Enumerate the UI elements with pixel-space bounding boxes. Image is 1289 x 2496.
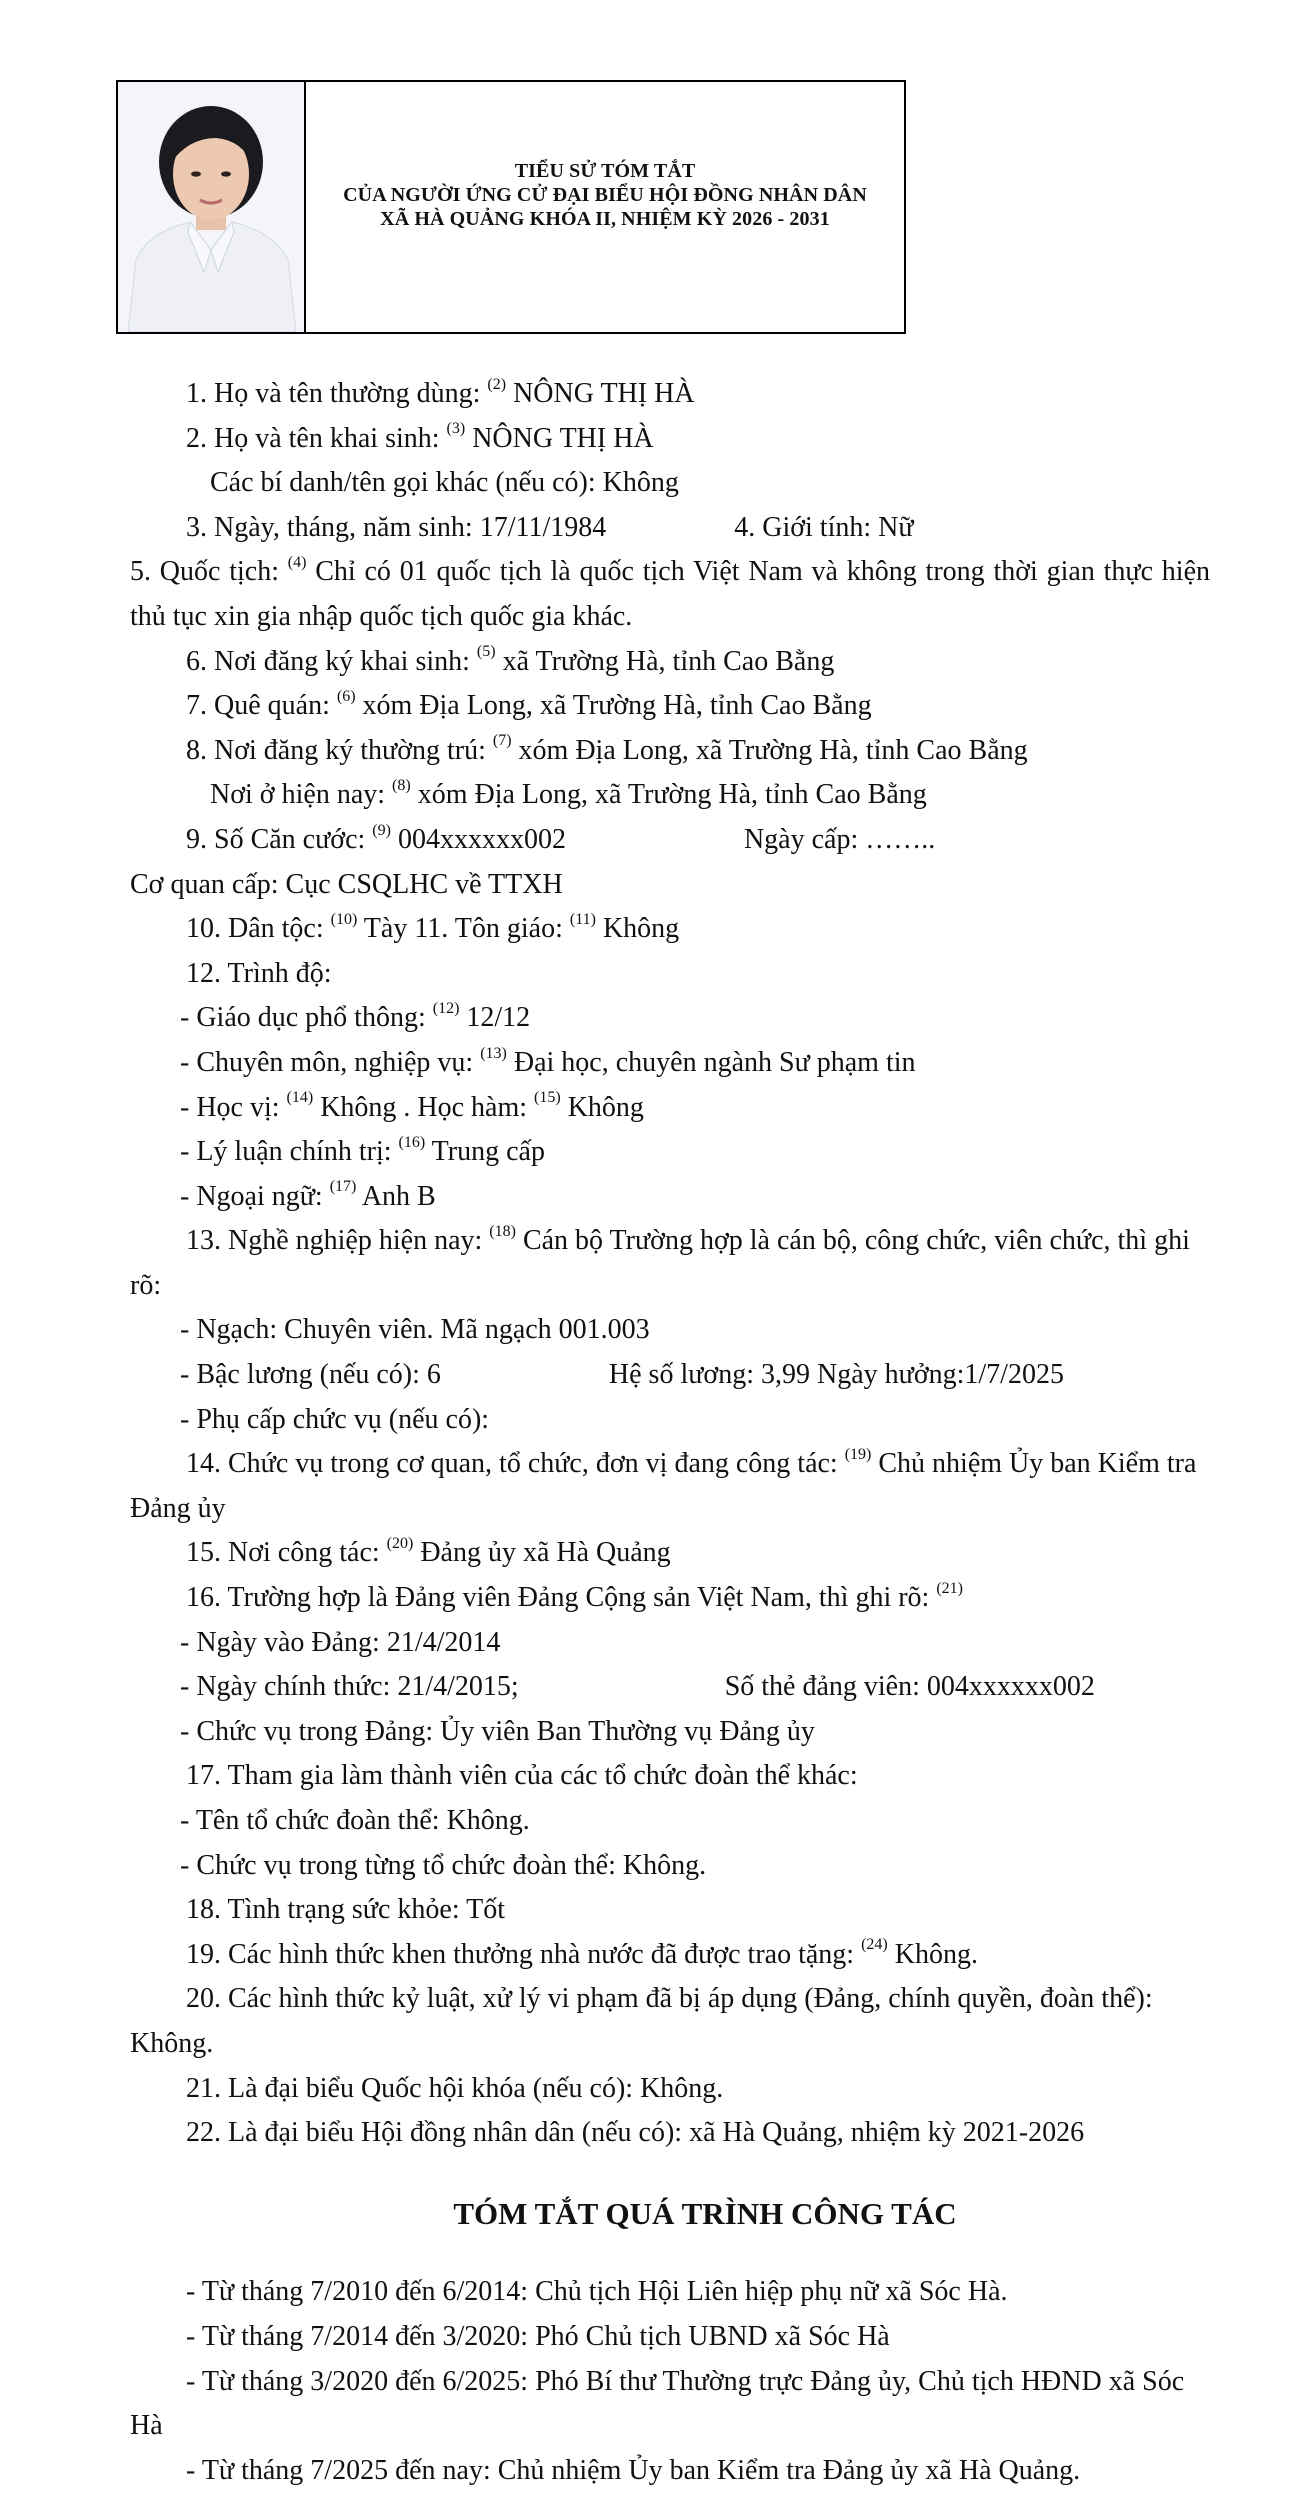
foreign-language: - Ngoại ngữ: $^{(17)}$ Anh B	[180, 1178, 436, 1212]
political-theory: - Lý luận chính trị: $^{(16)}$ Trung cấp	[180, 1133, 545, 1168]
item-9-id-card: 9. Số Căn cước: $^{(9)}$ 004xxxxxx002 Ngày cấp: ……..	[186, 821, 936, 855]
item-14-position: 14. Chức vụ trong cơ quan, tổ chức, đơn vị đang công tác: $^{(19)}$ Chủ nhiệm Ủy ban Kiểm tra Đảng ủy	[130, 1445, 1197, 1524]
specialization: - Chuyên môn, nghiệp vụ: $^{(13)}$ Đại học, chuyên ngành Sư phạm tin	[180, 1044, 916, 1078]
position-allowance: - Phụ cấp chức vụ (nếu có):	[180, 1403, 490, 1435]
item-7-hometown: 7. Quê quán: $^{(6)}$ xóm Địa Long, xã Trường Hà, tỉnh Cao Bằng	[186, 687, 872, 722]
title-line-1: TIỂU SỬ TÓM TẮT	[514, 160, 696, 182]
item-13-occupation: 13. Nghề nghiệp hiện nay: $^{(18)}$ Cán bộ Trường hợp là cán bộ, công chức, viên chức, thì ghi rõ:	[130, 1222, 1190, 1301]
document-title	[306, 58, 904, 332]
id-issuing-agency: Cơ quan cấp: Cục CSQLHC về TTXH	[130, 868, 563, 900]
item-10-11-ethnicity-religion: 10. Dân tộc: $^{(10)}$ Tày 11. Tôn giáo: $^{(11)}$ Không	[186, 910, 680, 945]
candidate-photo	[118, 82, 306, 332]
item-18-health: 18. Tình trạng sức khỏe: Tốt	[186, 1894, 505, 1926]
item-2-birth-name: 2. Họ và tên khai sinh: $^{(3)}$ NÔNG THỊ HÀ	[186, 420, 654, 454]
item-6-birth-registration: 6. Nơi đăng ký khai sinh: $^{(5)}$ xã Trường Hà, tỉnh Cao Bằng	[186, 643, 835, 677]
organization-name: - Tên tổ chức đoàn thể: Không.	[180, 1805, 530, 1836]
item-19-awards: 19. Các hình thức khen thưởng nhà nước đã được trao tặng: $^{(24)}$ Không.	[186, 1936, 978, 1970]
alias: Các bí danh/tên gọi khác (nếu có): Không	[210, 467, 679, 499]
title-line-2: CỦA NGƯỜI ỨNG CỬ ĐẠI BIỂU HỘI ĐỒNG NHÂN DÂN	[343, 184, 867, 206]
salary: - Bậc lương (nếu có): 6 Hệ số lương: 3,99 Ngày hưởng:1/7/2025	[180, 1359, 1064, 1391]
current-residence: Nơi ở hiện nay: $^{(8)}$ xóm Địa Long, xã Trường Hà, tỉnh Cao Bằng	[210, 777, 927, 811]
career-entry: - Từ tháng 7/2014 đến 3/2020: Phó Chủ tịch UBND xã Sóc Hà	[186, 2320, 890, 2352]
item-22-peoples-council: 22. Là đại biểu Hội đồng nhân dân (nếu có): xã Hà Quảng, nhiệm kỳ 2021-2026	[186, 2117, 1085, 2149]
item-3-4-birth-gender: 3. Ngày, tháng, năm sinh: 17/11/1984 4. Giới tính: Nữ	[186, 511, 914, 543]
item-16-party-member: 16. Trường hợp là Đảng viên Đảng Cộng sản Việt Nam, thì ghi rõ: $^{(21)}$	[186, 1579, 963, 1614]
career-entry: - Từ tháng 3/2020 đến 6/2025: Phó Bí thư Thường trực Đảng ủy, Chủ tịch HĐND xã Sóc Hà	[130, 2365, 1185, 2442]
party-position: - Chức vụ trong Đảng: Ủy viên Ban Thường vụ Đảng ủy	[180, 1715, 815, 1747]
item-15-workplace: 15. Nơi công tác: $^{(20)}$ Đảng ủy xã Hà Quảng	[186, 1535, 671, 1569]
career-entry: - Từ tháng 7/2025 đến nay: Chủ nhiệm Ủy ban Kiểm tra Đảng ủy xã Hà Quảng.	[186, 2454, 1081, 2486]
career-summary-title: TÓM TẮT QUÁ TRÌNH CÔNG TÁC	[453, 2195, 957, 2231]
portrait-image	[118, 82, 304, 332]
item-20-discipline: 20. Các hình thức kỷ luật, xử lý vi phạm đã bị áp dụng (Đảng, chính quyền, đoàn thể): Không.	[130, 1983, 1153, 2059]
item-1-common-name: 1. Họ và tên thường dùng: $^{(2)}$ NÔNG THỊ HÀ	[186, 375, 695, 409]
academic-degree: - Học vị: $^{(14)}$ Không . Học hàm: $^{(15)}$ Không	[180, 1089, 644, 1123]
item-21-national-assembly: 21. Là đại biểu Quốc hội khóa (nếu có): Không.	[186, 2072, 724, 2104]
civil-grade: - Ngạch: Chuyên viên. Mã ngạch 001.003	[180, 1314, 650, 1346]
career-entry: - Từ tháng 7/2010 đến 6/2014: Chủ tịch Hội Liên hiệp phụ nữ xã Sóc Hà.	[186, 2276, 1008, 2308]
general-education: - Giáo dục phổ thông: $^{(12)}$ 12/12	[180, 999, 531, 1034]
item-17-organizations: 17. Tham gia làm thành viên của các tổ chức đoàn thể khác:	[186, 1760, 858, 1792]
header-box	[116, 80, 906, 334]
item-5-nationality: 5. Quốc tịch: $^{(4)}$ Chỉ có 01 quốc tịch là quốc tịch Việt Nam và không trong thời gian thực hiện thủ tục xin gia nhập quốc tịch quốc gia khác.	[130, 554, 1210, 632]
title-line-3: XÃ HÀ QUẢNG KHÓA II, NHIỆM KỲ 2026 - 2031	[380, 208, 830, 230]
item-8-permanent-residence: 8. Nơi đăng ký thường trú: $^{(7)}$ xóm Địa Long, xã Trường Hà, tỉnh Cao Bằng	[186, 732, 1028, 766]
item-12-education: 12. Trình độ:	[186, 957, 332, 989]
party-official-date: - Ngày chính thức: 21/4/2015; Số thẻ đảng viên: 004xxxxxx002	[180, 1671, 1095, 1703]
biography-content	[130, 372, 1210, 2493]
organization-position: - Chức vụ trong từng tổ chức đoàn thể: Không.	[180, 1849, 707, 1881]
party-join-date: - Ngày vào Đảng: 21/4/2014	[180, 1626, 501, 1658]
